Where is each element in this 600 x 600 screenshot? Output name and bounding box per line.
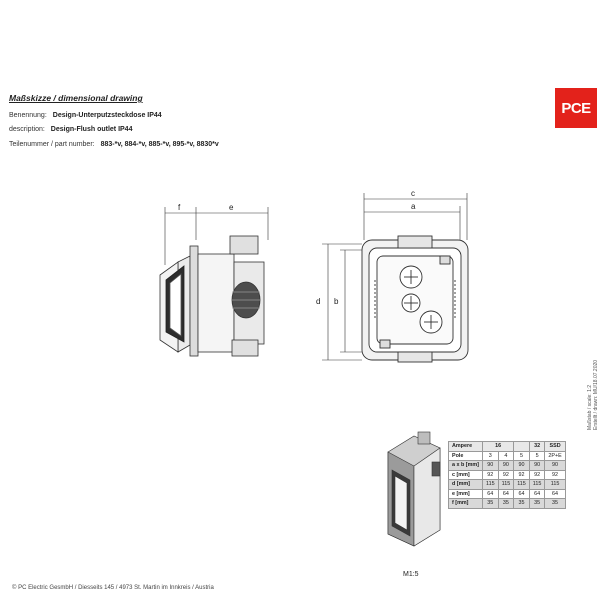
designation-label: Benennung: xyxy=(9,112,47,119)
dim-label-b: b xyxy=(334,297,339,306)
drawn-note: Erstellt / drawn: MU/18.07.2020 xyxy=(593,359,599,430)
spec-header-ampere: Ampere xyxy=(449,442,483,452)
spec-row-d: d [mm] 115 115 115 115 115 xyxy=(449,480,566,490)
description-value: Design-Flush outlet IP44 xyxy=(50,126,133,133)
designation-value: Design-Unterputzsteckdose IP44 xyxy=(52,112,162,119)
part-number-value: 883-*v, 884-*v, 885-*v, 895-*v, 8830*v xyxy=(100,141,219,148)
copyright-footer: © PC Electric GesmbH / Diesseits 145 / 4973 St. Martin im Innkreis / Austria xyxy=(12,585,214,591)
logo-text: PCE xyxy=(561,99,591,117)
front-view xyxy=(362,236,468,362)
dim-label-e: e xyxy=(229,203,234,212)
spec-row-axb: a x b [mm] 90 90 90 90 90 xyxy=(449,461,566,471)
dim-label-f: f xyxy=(178,203,181,212)
side-view xyxy=(160,236,264,356)
spec-row-f: f [mm] 35 35 35 35 35 xyxy=(449,499,566,509)
spec-header-blank xyxy=(514,442,530,452)
spec-row-c: c [mm] 92 92 92 92 92 xyxy=(449,470,566,480)
part-number-label: Teilenummer / part number: xyxy=(9,141,95,148)
spec-header-16a: 16 xyxy=(483,442,514,452)
description-label: description: xyxy=(9,126,45,133)
spec-header-ssd: SSD xyxy=(545,442,565,452)
scale-note: Maßstab / scale: 1:2 xyxy=(587,384,593,430)
scale-label: M1:5 xyxy=(403,571,419,578)
spec-row-e: e [mm] 64 64 64 64 64 xyxy=(449,489,566,499)
spec-row-pole: Pole 3 4 5 5 2P+E xyxy=(449,451,566,461)
drawing-title: Maßskizze / dimensional drawing xyxy=(9,93,143,103)
spec-table xyxy=(448,441,566,509)
spec-header-row xyxy=(449,442,566,452)
dim-label-d: d xyxy=(316,297,321,306)
dim-label-c: c xyxy=(411,189,415,198)
dim-label-a: a xyxy=(411,202,416,211)
spec-header-32a: 32 xyxy=(529,442,545,452)
isometric-product-view xyxy=(388,432,440,546)
